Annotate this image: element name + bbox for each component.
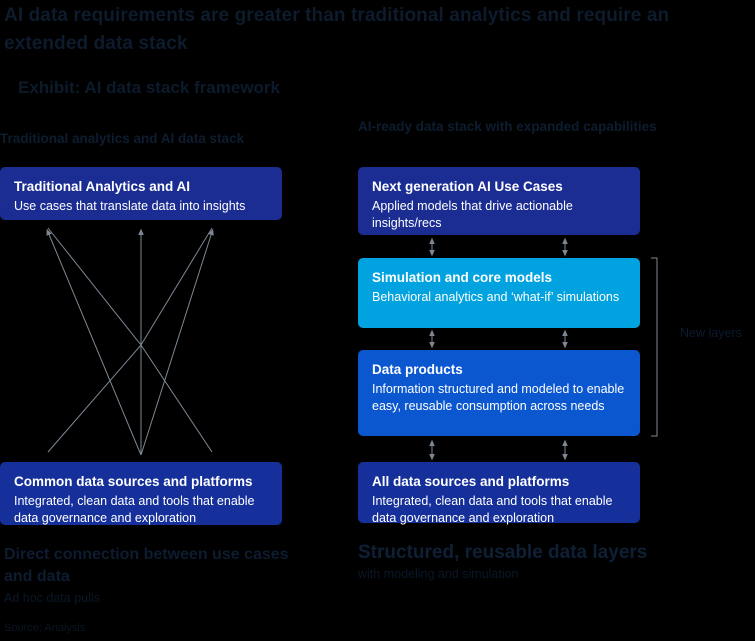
column-header-left: Traditional analytics and AI data stack: [0, 131, 245, 146]
box-title: Data products: [372, 362, 463, 377]
footer-left-title: Direct connection between use cases and data: [4, 546, 289, 585]
exhibit-subtitle: Exhibit: AI data stack framework: [18, 78, 281, 97]
new-layers-annotation: New layers: [680, 326, 742, 340]
box-simulation-and-core-models[interactable]: [358, 258, 640, 328]
box-desc: Behavioral analytics and ‘what-if’ simulations: [372, 290, 620, 304]
page-title: AI data requirements are greater than traditional analytics and require an extended data stack: [4, 5, 670, 54]
footer-right-sub: with modeling and simulation: [358, 567, 519, 581]
footer-caption-right: [358, 542, 688, 582]
box-desc: Information structured and modeled to enable easy, reusable consumption across needs: [372, 382, 625, 413]
footer-left-sub: Ad hoc data pulls: [4, 591, 100, 605]
box-desc: Applied models that drive actionable insights/recs: [372, 199, 573, 230]
box-desc: Integrated, clean data and tools that enable data governance and exploration: [372, 494, 613, 525]
box-desc: Use cases that translate data into insights: [14, 199, 246, 213]
box-all-data-sources[interactable]: [358, 462, 640, 523]
source-note: Source: Analysis: [4, 622, 86, 634]
box-traditional-analytics[interactable]: [0, 167, 282, 220]
box-title: All data sources and platforms: [372, 474, 570, 489]
box-common-data-sources[interactable]: [0, 462, 282, 525]
box-data-products[interactable]: [358, 350, 640, 436]
column-header-right: AI-ready data stack with expanded capabilities: [358, 119, 657, 134]
box-title: Next generation AI Use Cases: [372, 179, 563, 194]
box-next-generation-use-cases[interactable]: [358, 167, 640, 235]
box-title: Simulation and core models: [372, 270, 553, 285]
box-title: Common data sources and platforms: [14, 474, 253, 489]
box-title: Traditional Analytics and AI: [14, 179, 191, 194]
footer-caption-left: [4, 544, 304, 606]
footer-right-title: Structured, reusable data layers: [358, 542, 648, 563]
box-desc: Integrated, clean data and tools that enable data governance and exploration: [14, 494, 255, 525]
